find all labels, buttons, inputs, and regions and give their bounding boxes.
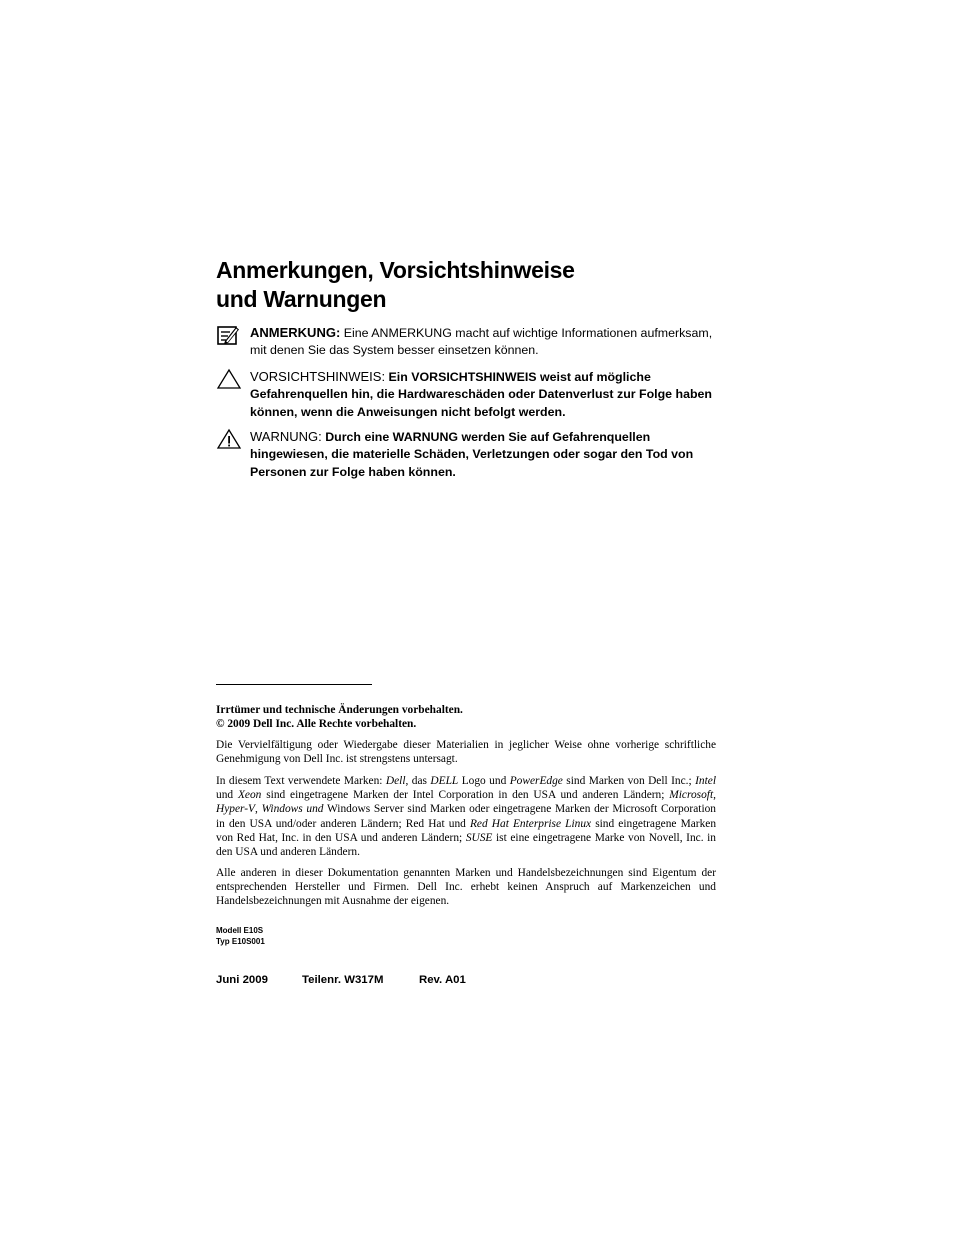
tm-text: sind eingetragene Marken von Red Hat, Inc. in den USA und anderen Ländern; bbox=[216, 817, 717, 844]
tm-intel: Intel bbox=[695, 775, 716, 787]
note-body: Eine ANMERKUNG macht auf wichtige Informationen aufmerksam, mit denen Sie das System besser einsetzen können. bbox=[250, 326, 713, 358]
warning-text bbox=[250, 428, 720, 481]
footnote-divider bbox=[216, 684, 372, 685]
revision: Rev. A01 bbox=[419, 974, 466, 986]
other-trademarks-notice: Alle anderen in dieser Dokumentation genannten Marken und Handelsbezeichnungen sind Eigentum der entsprechenden Hersteller und Firmen. Dell Inc. erhebt keinen Anspruch auf Markenzeichen und Handelsbezeichnungen mit Ausnahme der eigenen. bbox=[216, 867, 716, 908]
title-line-1: Anmerkungen, Vorsichtshinweise bbox=[216, 257, 575, 283]
pencil-note-icon bbox=[216, 324, 242, 348]
tm-dell: Dell bbox=[385, 775, 406, 787]
tm-text: ist eine eingetragene Marke von Novell, Inc. in den USA und anderen Ländern. bbox=[216, 831, 716, 859]
tm-hyperv: Hyper-V bbox=[216, 803, 255, 816]
tm-text: sind Marken von Dell Inc.; bbox=[562, 775, 696, 787]
note-text bbox=[250, 324, 720, 360]
copyright-line: © 2009 Dell Inc. Alle Rechte vorbehalten. bbox=[216, 718, 417, 731]
note-label: ANMERKUNG: bbox=[250, 325, 341, 340]
tm-dell-logo: DELL bbox=[430, 775, 459, 787]
caution-body: Ein VORSICHTSHINWEIS weist auf mögliche Gefahrenquellen hin, die Hardwareschäden oder Datenverlust zur Folge haben können, wenn die Anweisungen nicht befolgt werden. bbox=[250, 370, 712, 419]
caution-label: VORSICHTSHINWEIS: bbox=[250, 369, 386, 384]
warning-triangle-icon bbox=[216, 428, 242, 452]
model-info bbox=[216, 925, 265, 947]
warning-label: WARNUNG: bbox=[250, 429, 322, 444]
type-number: Typ E10S001 bbox=[216, 937, 265, 946]
tm-text: sind eingetragene Marken der Intel Corporation in den USA und anderen Ländern; bbox=[261, 789, 670, 802]
reproduction-notice: Die Vervielfältigung oder Wiedergabe dieser Materialien in jeglicher Weise ohne vorherige schriftliche Genehmigung von Dell Inc. ist strengstens untersagt. bbox=[216, 739, 716, 766]
tm-rhel: Red Hat Enterprise Linux bbox=[469, 817, 592, 830]
tm-microsoft: Microsoft bbox=[669, 789, 714, 802]
tm-text: Logo und bbox=[458, 775, 510, 787]
tm-text: In diesem Text verwendete Marken: bbox=[216, 775, 386, 787]
warning-body: Durch eine WARNUNG werden Sie auf Gefahrenquellen hingewiesen, die materielle Schäden, Verletzungen oder sogar den Tod von Personen zur Folge haben können. bbox=[250, 430, 694, 479]
page-title bbox=[216, 256, 776, 314]
tm-xeon: Xeon bbox=[237, 789, 262, 802]
model-number: Modell E10S bbox=[216, 926, 264, 935]
tm-text: , das bbox=[405, 775, 431, 787]
caution-triangle-icon bbox=[216, 368, 242, 392]
disclaimer-line-1: Irrtümer und technische Änderungen vorbehalten. bbox=[216, 704, 463, 716]
tm-poweredge: PowerEdge bbox=[509, 775, 563, 787]
caution-text bbox=[250, 368, 720, 421]
tm-suse: SUSE bbox=[465, 831, 493, 844]
tm-text: Windows Server sind Marken oder eingetragene Marken der Microsoft Corporation in den USA und/oder anderen Ländern; Red Hat und bbox=[216, 803, 717, 830]
tm-windows: Windows und bbox=[261, 803, 324, 816]
tm-text: und bbox=[216, 789, 238, 802]
trademark-notice bbox=[216, 774, 716, 859]
publication-date: Juni 2009 bbox=[216, 974, 268, 986]
part-number: Teilenr. W317M bbox=[302, 974, 384, 986]
tm-text: , bbox=[713, 789, 716, 802]
disclaimer bbox=[216, 703, 716, 731]
tm-text: , bbox=[255, 803, 262, 816]
title-line-2: und Warnungen bbox=[216, 286, 387, 312]
